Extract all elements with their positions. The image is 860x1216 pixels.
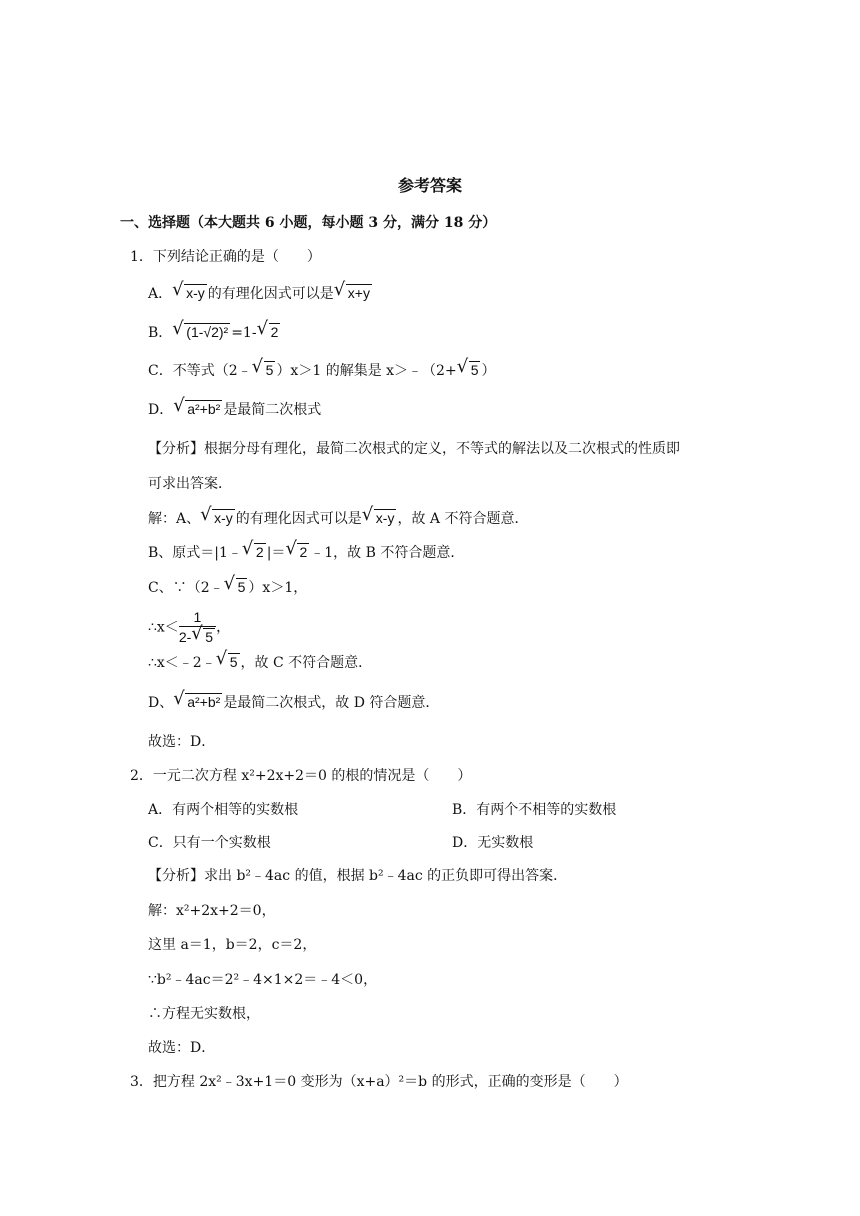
- option-label: D．: [148, 402, 174, 418]
- radical: √ x+y: [334, 283, 372, 303]
- radical: √ x-y: [172, 283, 207, 303]
- q2-solution-line-1: 解：x²+2x+2＝0，: [148, 903, 276, 919]
- q2-solution-line-4: ∴方程无实数根，: [148, 1006, 260, 1022]
- option-text: 的有理化因式可以是: [207, 286, 334, 302]
- q1-option-b: [148, 322, 281, 343]
- q2-stem: 2．一元二次方程 x²+2x+2＝0 的根的情况是（ ）: [130, 768, 472, 784]
- q2-answer: 故选：D．: [148, 1040, 216, 1056]
- option-text: =1-: [231, 325, 257, 341]
- q2-analysis: 【分析】求出 b²﹣4ac 的值，根据 b²﹣4ac 的正负即可得出答案．: [148, 868, 568, 884]
- q1-solution-c-result: ∴x＜﹣2﹣√ 5 ，故 C 不符合题意．: [148, 652, 372, 673]
- q2-option-b: B．有两个不相等的实数根: [452, 802, 617, 818]
- radical: √ 5: [224, 577, 248, 597]
- page-title: 参考答案: [397, 176, 462, 195]
- option-text: ）x＞1 的解集是 x＞﹣（2+: [276, 363, 457, 379]
- q1-solution-b: B、原式＝|1﹣√ 2 |＝√ 2 ﹣1，故 B 不符合题意．: [148, 542, 464, 563]
- radical: √ 2: [257, 322, 281, 342]
- q1-stem: 1．下列结论正确的是（ ）: [130, 249, 321, 265]
- radical: √ 5: [252, 360, 276, 380]
- q2-solution-line-2: 这里 a＝1，b＝2，c＝2，: [148, 937, 317, 953]
- q3-stem: 3．把方程 2x²﹣3x+1＝0 变形为（x+a）²＝b 的形式，正确的变形是（ ）: [130, 1074, 628, 1090]
- option-text: 是最简二次根式: [223, 402, 322, 418]
- radical: √ 5: [457, 360, 481, 380]
- radical: √ 5: [216, 652, 240, 672]
- q2-option-a: A．有两个相等的实数根: [148, 802, 299, 818]
- radical: √ 2: [285, 542, 309, 562]
- q1-analysis-line-1: 【分析】根据分母有理化，最简二次根式的定义，不等式的解法以及二次根式的性质即: [148, 441, 680, 457]
- q2-option-c: C．只有一个实数根: [148, 835, 271, 851]
- radical: √ a²+b²: [173, 399, 222, 419]
- radical: √ 2: [242, 542, 266, 562]
- q2-option-d: D．无实数根: [452, 835, 534, 851]
- q1-option-a: [148, 283, 373, 304]
- q1-option-d: [148, 399, 321, 420]
- option-text: ）: [481, 363, 496, 379]
- q1-solution-a: 解：A、√ x-y 的有理化因式可以是√ x-y ，故 A 不符合题意．: [148, 508, 528, 529]
- q1-answer: 故选：D．: [148, 734, 216, 750]
- q1-solution-fraction: ∴x＜ $\frac{1}{2-√ 5}$ ，: [148, 608, 230, 647]
- option-label: B．: [148, 325, 173, 341]
- q1-option-c: [148, 360, 495, 381]
- radical: √ x-y: [200, 508, 235, 528]
- option-label: C．: [148, 363, 173, 379]
- q1-analysis-line-2: 可求出答案．: [148, 476, 232, 492]
- section-heading: 一、选择题（本大题共 6 小题，每小题 3 分，满分 18 分）: [120, 215, 497, 231]
- radical: √ (1-√2)²: [172, 322, 230, 342]
- q1-solution-c: C、∵（2﹣√ 5 ）x＞1，: [148, 577, 307, 598]
- radical: √ a²+b²: [173, 692, 222, 712]
- q2-solution-line-3: ∵b²﹣4ac＝2²﹣4×1×2＝﹣4＜0，: [148, 972, 378, 988]
- fraction: $\frac{1}{2-√ 5}$: [179, 608, 216, 647]
- option-label: A．: [148, 286, 173, 302]
- q1-solution-d: D、√ a²+b² 是最简二次根式，故 D 符合题意．: [148, 692, 439, 713]
- radical: √ x-y: [362, 508, 397, 528]
- option-text: 不等式（2﹣: [172, 363, 252, 379]
